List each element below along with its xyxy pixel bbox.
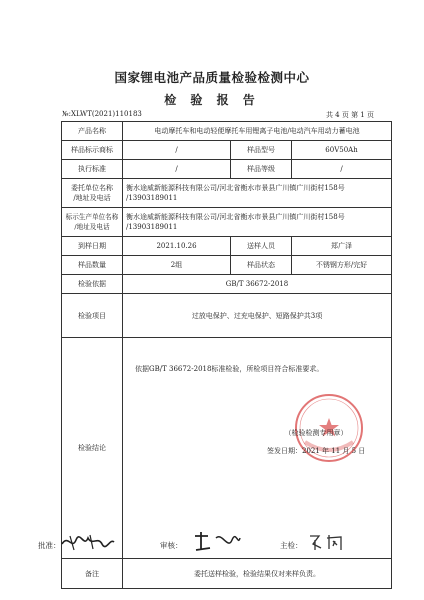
- arrival-value: 2021.10.26: [123, 237, 231, 256]
- row-client: [62, 179, 392, 208]
- client-label-line1: 委托单位名称: [71, 183, 113, 192]
- row-arrival: [62, 237, 392, 256]
- sender-value: 郑广泽: [292, 237, 392, 256]
- product-name-label: 产品名称: [62, 122, 123, 141]
- state-label: 样品状态: [231, 256, 292, 275]
- product-name-value: 电动摩托车和电动轻便摩托车用锂离子电池/电动汽车用动力蓄电池: [123, 122, 392, 141]
- state-value: 不锈钢方形/完好: [292, 256, 392, 275]
- review-signature: [192, 530, 242, 554]
- report-table: [61, 121, 392, 589]
- grade-label: 样品等级: [231, 160, 292, 179]
- maker-label: [62, 208, 123, 237]
- quantity-value: 2组: [123, 256, 231, 275]
- maker-label-line1: 标示生产单位名称: [65, 212, 119, 221]
- row-basis: [62, 275, 392, 294]
- standard-exec-label: 执行标准: [62, 160, 123, 179]
- conclusion-value: 依据GB/T 36672-2018标准检验，所检项目符合标准要求。: [123, 338, 392, 559]
- main-label: 主检：: [280, 541, 303, 550]
- grade-value: /: [292, 160, 392, 179]
- maker-value-line2: /13903189011: [126, 223, 178, 231]
- items-label: 检验项目: [62, 294, 123, 338]
- items-value: 过放电保护、过充电保护、短路保护共3项: [123, 294, 392, 338]
- model-label: 样品型号: [231, 141, 292, 160]
- report-number: №:XLWT(2021)110183: [62, 110, 142, 118]
- sign-date-label: 签发日期：: [267, 447, 302, 455]
- row-items: [62, 294, 392, 338]
- document-title: 检 验 报 告: [164, 93, 260, 107]
- sign-date-value: 2021 年 11 月 5 日: [302, 447, 366, 455]
- model-value: 60V50Ah: [292, 141, 392, 160]
- approve-label: 批准：: [38, 541, 61, 550]
- remarks-label: 备注: [62, 559, 123, 589]
- trademark-value: /: [123, 141, 231, 160]
- row-standard: [62, 160, 392, 179]
- client-label: [62, 179, 123, 208]
- row-remarks: [62, 559, 392, 589]
- client-value-line2: /13903189011: [126, 194, 178, 202]
- main-signature: [307, 532, 353, 552]
- client-value: [123, 179, 392, 208]
- row-quantity: [62, 256, 392, 275]
- client-value-line1: 衡水途威新能源科技有限公司/河北省衡水市景县广川镇广川街村158号: [126, 183, 345, 192]
- maker-label-line2: /地址及电话: [74, 223, 110, 231]
- org-title: 国家锂电池产品质量检验检测中心: [114, 70, 310, 85]
- trademark-label: 样品标示商标: [62, 141, 123, 160]
- sender-label: 送样人员: [231, 237, 292, 256]
- page-count: 共 4 页 第 1 页: [325, 111, 374, 119]
- client-label-line2: /地址及电话: [73, 194, 111, 202]
- quantity-label: 样品数量: [62, 256, 123, 275]
- approve-signature: [60, 532, 116, 552]
- row-trademark: [62, 141, 392, 160]
- row-maker: [62, 208, 392, 237]
- seal-caption: （检验检测专用章）: [284, 429, 348, 437]
- basis-value: GB/T 36672-2018: [123, 275, 392, 294]
- basis-label: 检验依据: [62, 275, 123, 294]
- arrival-label: 到样日期: [62, 237, 123, 256]
- standard-exec-value: /: [123, 160, 231, 179]
- sign-date: [267, 446, 365, 456]
- review-label: 审核：: [160, 541, 183, 550]
- maker-value-line1: 衡水途威新能源科技有限公司/河北省衡水市景县广川镇广川街村158号: [126, 212, 345, 221]
- remarks-value: 委托送样检验，检验结果仅对来样负责。: [123, 559, 392, 589]
- conclusion-label: 检验结论: [62, 338, 123, 559]
- row-product-name: [62, 122, 392, 141]
- maker-value: [123, 208, 392, 237]
